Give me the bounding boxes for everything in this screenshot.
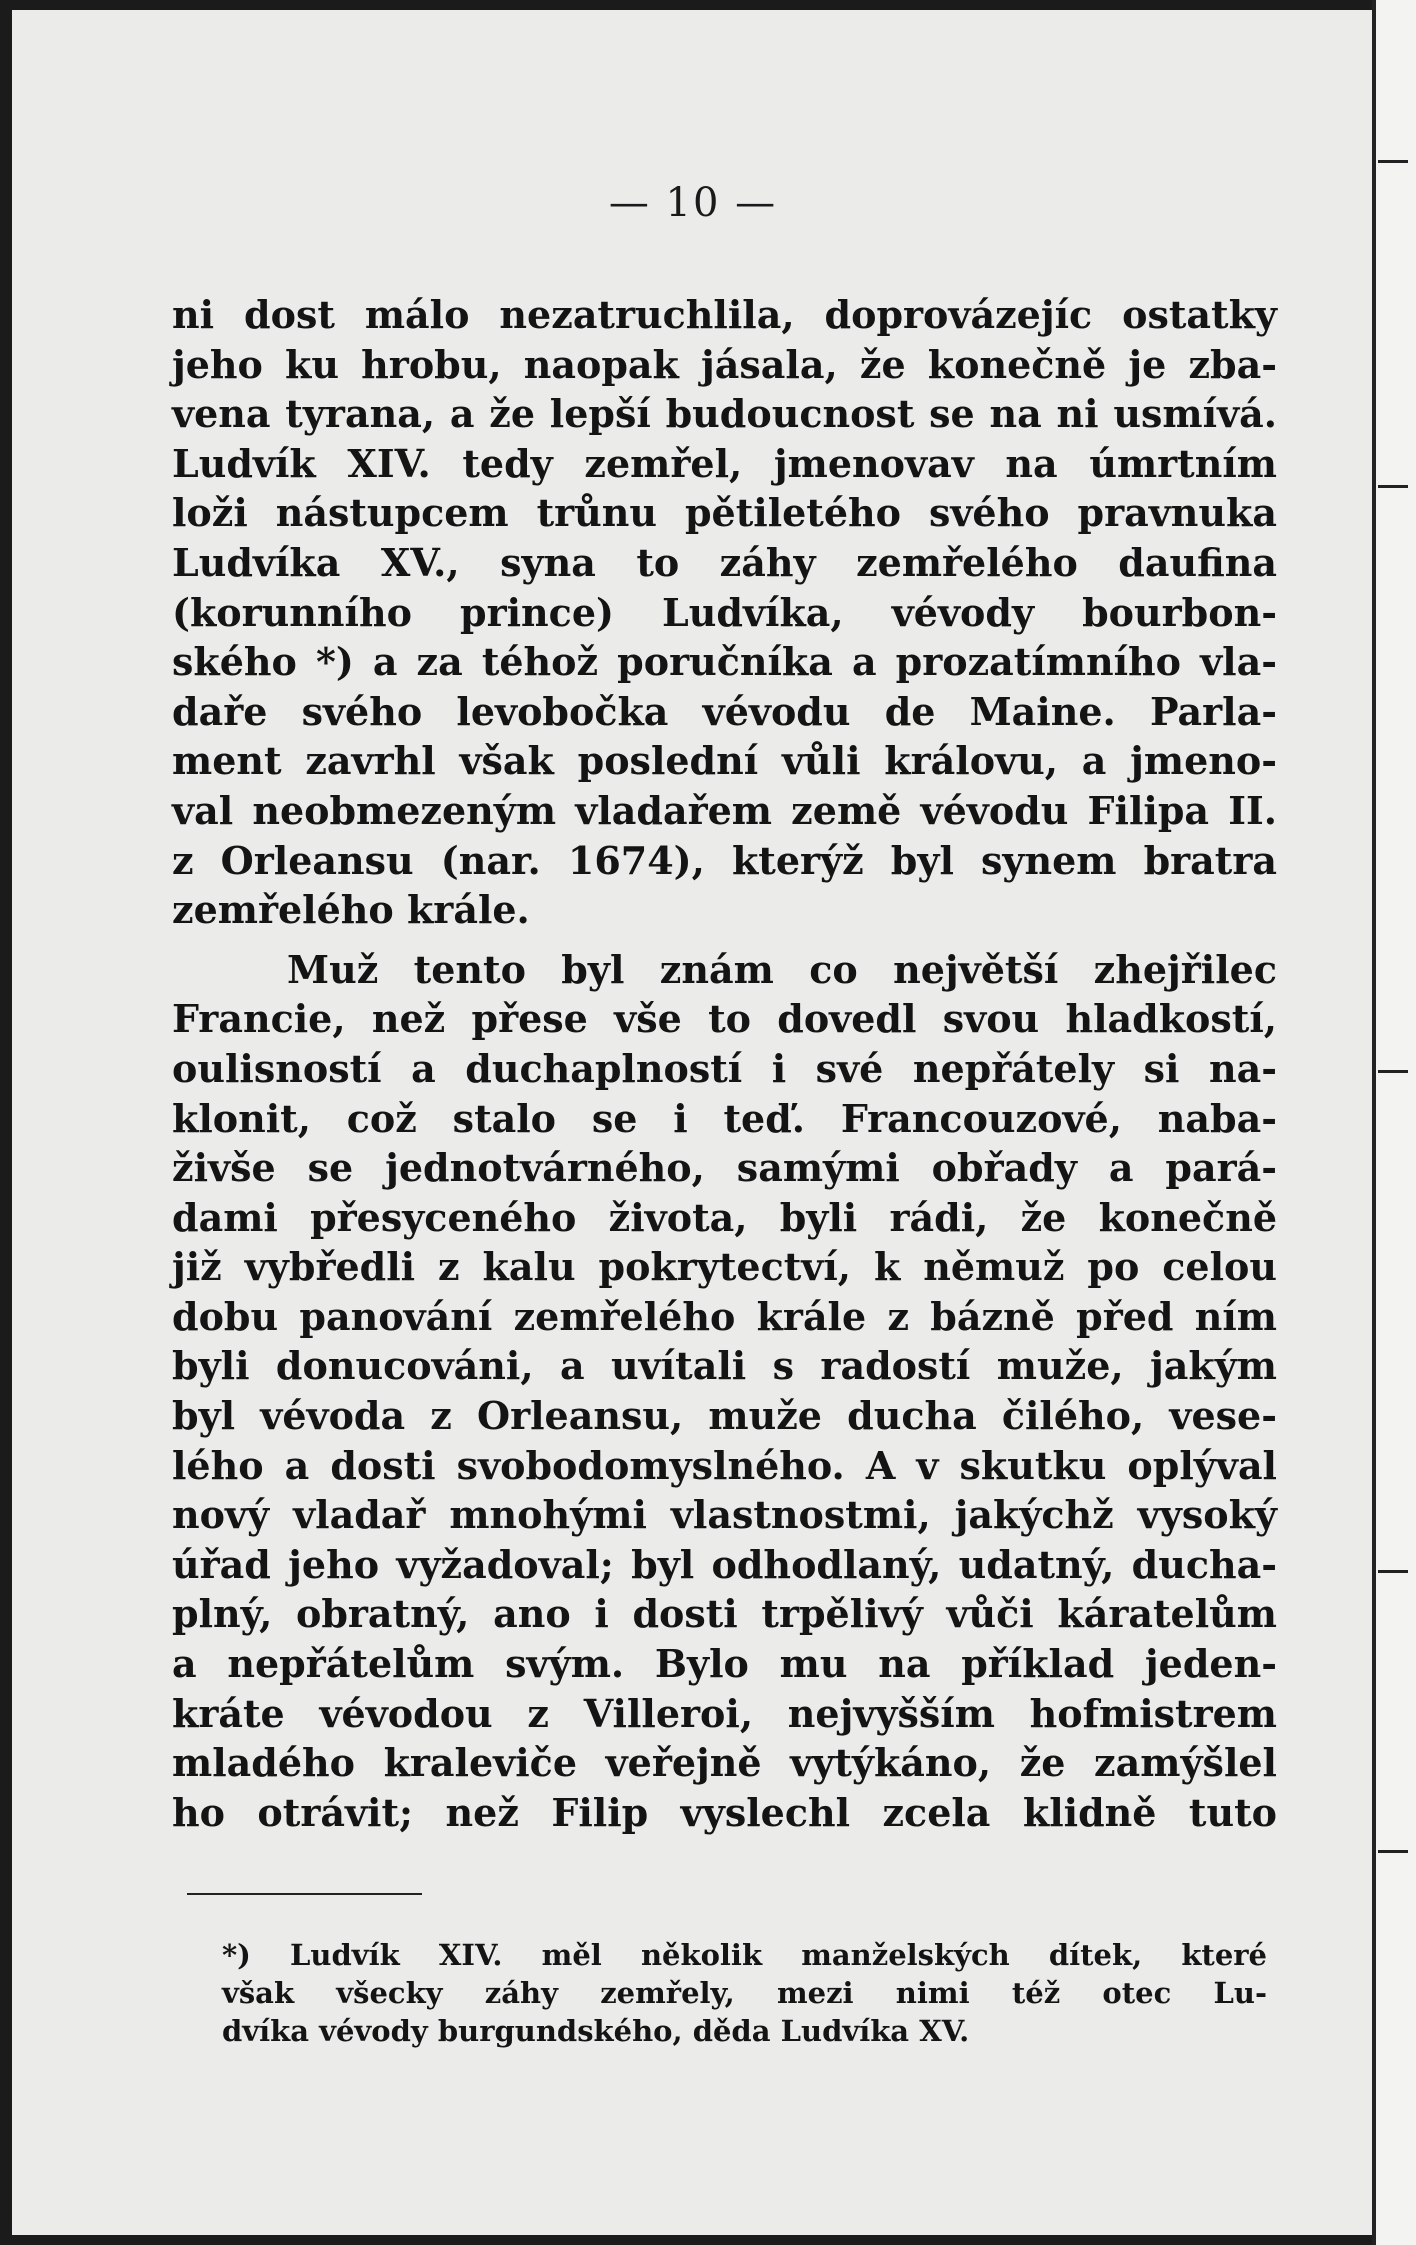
edge-mark [1378,1850,1408,1853]
text-line: Ludvíka XV., syna to záhy zemřelého daufina [172,539,1277,585]
text-line: daře svého levobočka vévodu de Maine. Parla- [172,688,1277,734]
paragraph-2 [172,945,1277,1838]
text-line: vena tyrana, a že lepší budoucnost se na ni usmívá. [172,391,1277,437]
text-line: ment zavrhl však poslední vůli královu, a jmeno- [172,738,1277,784]
text-line: ského *) a za téhož poručníka a prozatímního vla- [172,639,1277,685]
book-edge-strip [1372,0,1416,2245]
footnote-line: dvíka vévody burgundského, děda Ludvíka XV. [222,2014,970,2048]
text-line: mladého kraleviče veřejně vytýkáno, že zamýšlel [172,1740,1277,1786]
text-line: val neobmezeným vladařem země vévodu Filipa II. [172,787,1277,833]
main-text [172,290,1277,1837]
edge-mark [1378,1070,1408,1073]
book-page [12,10,1374,2235]
text-line: a nepřátelům svým. Bylo mu na příklad jeden- [172,1641,1277,1687]
text-line: Ludvík XIV. tedy zemřel, jmenovav na úmrtním [172,440,1277,486]
text-line: již vybředli z kalu pokrytectví, k němuž po celou [172,1244,1277,1290]
text-line: byli donucováni, a uvítali s radostí muže, jakým [172,1343,1277,1389]
text-line: kráte vévodou z Villeroi, nejvyšším hofmistrem [172,1690,1277,1736]
text-line: oulisností a duchaplností i své nepřátely si na- [172,1045,1277,1091]
footnote-line: *) Ludvík XIV. měl několik manželských dítek, které [222,1938,1267,1972]
text-line: Muž tento byl znám co největší zhejřilec [287,946,1277,992]
text-line: dami přesyceného života, byli rádi, že konečně [172,1194,1277,1240]
text-line: ho otrávit; než Filip vyslechl zcela klidně tuto [172,1789,1277,1835]
text-line: Francie, než přese vše to dovedl svou hladkostí, [172,996,1277,1042]
text-line: nový vladař mnohými vlastnostmi, jakýchž vysoký [172,1492,1277,1538]
paragraph-1 [172,290,1277,935]
footnote [222,1936,1267,2050]
text-line: klonit, což stalo se i teď. Francouzové, naba- [172,1095,1277,1141]
text-line: úřad jeho vyžadoval; byl odhodlaný, udatný, ducha- [172,1541,1277,1587]
text-line: (korunního prince) Ludvíka, vévody bourbon- [172,589,1277,635]
text-line: zemřelého krále. [172,887,530,933]
text-line: plný, obratný, ano i dosti trpělivý vůči káratelům [172,1591,1277,1637]
text-line: loži nástupcem trůnu pětiletého svého pravnuka [172,490,1277,536]
text-line: dobu panování zemřelého krále z bázně před ním [172,1293,1277,1339]
text-line: z Orleansu (nar. 1674), kterýž byl synem bratra [172,837,1277,883]
edge-mark [1378,160,1408,163]
text-line: lého a dosti svobodomyslného. A v skutku oplýval [172,1442,1277,1488]
edge-mark [1378,485,1408,488]
text-line: živše se jednotvárného, samými obřady a pará- [172,1145,1277,1191]
edge-mark [1378,1570,1408,1573]
footnote-divider [187,1893,422,1895]
text-line: jeho ku hrobu, naopak jásala, že konečně je zba- [172,341,1277,387]
footnote-line: však všecky záhy zemřely, mezi nimi též otec Lu- [222,1976,1267,2010]
text-line: byl vévoda z Orleansu, muže ducha čilého, vese- [172,1393,1277,1439]
page-number: — 10 — [608,180,778,226]
text-line: ni dost málo nezatruchlila, doprovázejíc ostatky [172,292,1277,337]
